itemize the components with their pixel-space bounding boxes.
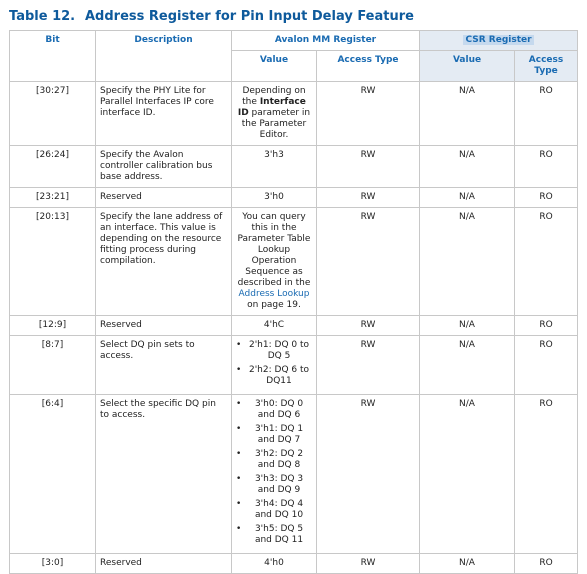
value-text: on page 19. [247, 300, 301, 310]
table-row [10, 208, 578, 316]
access-type-cell: RW [317, 395, 420, 554]
access-type-cell: RW [317, 82, 420, 146]
list-item: • 2'h1: DQ 0 to DQ 5 [236, 340, 312, 362]
description-cell: Select DQ pin sets to access. [96, 336, 232, 395]
list-item: • 3'h4: DQ 4 and DQ 10 [236, 499, 312, 521]
table-row [10, 395, 578, 554]
csr-value-cell: N/A [420, 82, 515, 146]
access-type-cell: RW [317, 208, 420, 316]
value-cell [232, 208, 317, 316]
header-description: Description [96, 31, 232, 82]
access-type-cell: RW [317, 188, 420, 208]
csr-register-highlight: CSR Register [465, 35, 532, 45]
csr-access-type-cell: RO [515, 82, 578, 146]
description-cell: Reserved [96, 316, 232, 336]
bit-cell: [6:4] [10, 395, 96, 554]
value-cell: 4'hC [232, 316, 317, 336]
csr-value-cell: N/A [420, 395, 515, 554]
csr-value-cell: N/A [420, 336, 515, 395]
bit-cell: [26:24] [10, 146, 96, 188]
csr-value-cell: N/A [420, 554, 515, 574]
description-cell: Reserved [96, 188, 232, 208]
bit-cell: [12:9] [10, 316, 96, 336]
table-caption [9, 9, 414, 24]
csr-access-type-cell: RO [515, 146, 578, 188]
description-cell: Specify the lane address of an interface. This value is depending on the resource fitting process during compilation. [96, 208, 232, 316]
value-cell [232, 395, 317, 554]
value-text: You can query this in the Parameter Table Lookup Operation Sequence as described in the [237, 212, 311, 288]
access-type-cell: RW [317, 336, 420, 395]
table-row [10, 336, 578, 395]
table-title: Address Register for Pin Input Delay Feature [85, 9, 414, 24]
value-cell: 3'h3 [232, 146, 317, 188]
value-cell: 3'h0 [232, 188, 317, 208]
register-table [9, 30, 578, 574]
access-type-cell: RW [317, 554, 420, 574]
list-item: • 3'h2: DQ 2 and DQ 8 [236, 449, 312, 471]
csr-access-type-cell: RO [515, 188, 578, 208]
bit-cell: [23:21] [10, 188, 96, 208]
value-cell [232, 336, 317, 395]
list-item: • 3'h0: DQ 0 and DQ 6 [236, 399, 312, 421]
list-item: • 3'h1: DQ 1 and DQ 7 [236, 424, 312, 446]
bit-cell: [3:0] [10, 554, 96, 574]
address-lookup-link[interactable]: Address Lookup [238, 289, 310, 299]
csr-value-cell: N/A [420, 316, 515, 336]
access-type-cell: RW [317, 146, 420, 188]
csr-value-cell: N/A [420, 188, 515, 208]
bit-cell: [30:27] [10, 82, 96, 146]
header-avalon-value: Value [232, 51, 317, 82]
header-avalon-access-type: Access Type [317, 51, 420, 82]
csr-value-cell: N/A [420, 208, 515, 316]
header-csr-register [420, 31, 578, 51]
value-cell: 4'h0 [232, 554, 317, 574]
header-csr-access-type: Access Type [515, 51, 578, 82]
bit-cell: [8:7] [10, 336, 96, 395]
table-row [10, 146, 578, 188]
value-text: Depending on the [242, 86, 306, 107]
table-number: Table 12. [9, 9, 76, 24]
description-cell: Specify the Avalon controller calibration bus base address. [96, 146, 232, 188]
list-item: • 3'h5: DQ 5 and DQ 11 [236, 524, 312, 546]
csr-access-type-cell: RO [515, 395, 578, 554]
csr-value-cell: N/A [420, 146, 515, 188]
value-bullet-list [236, 340, 312, 387]
description-cell: Reserved [96, 554, 232, 574]
table-row [10, 188, 578, 208]
list-item: • 3'h3: DQ 3 and DQ 9 [236, 474, 312, 496]
value-text: parameter in the Parameter Editor. [241, 108, 311, 140]
csr-access-type-cell: RO [515, 336, 578, 395]
description-cell: Specify the PHY Lite for Parallel Interfaces IP core interface ID. [96, 82, 232, 146]
header-avalon-mm-register: Avalon MM Register [232, 31, 420, 51]
header-row-1 [10, 31, 578, 51]
value-cell [232, 82, 317, 146]
table-row [10, 316, 578, 336]
csr-access-type-cell: RO [515, 554, 578, 574]
csr-access-type-cell: RO [515, 208, 578, 316]
interface-id-term: Interface ID [237, 97, 306, 118]
header-bit: Bit [10, 31, 96, 82]
csr-access-type-cell: RO [515, 316, 578, 336]
table-row [10, 82, 578, 146]
list-item: • 2'h2: DQ 6 to DQ11 [236, 365, 312, 387]
access-type-cell: RW [317, 316, 420, 336]
value-bullet-list [236, 399, 312, 546]
table-row [10, 554, 578, 574]
bit-cell: [20:13] [10, 208, 96, 316]
description-cell: Select the specific DQ pin to access. [96, 395, 232, 554]
header-csr-value: Value [420, 51, 515, 82]
